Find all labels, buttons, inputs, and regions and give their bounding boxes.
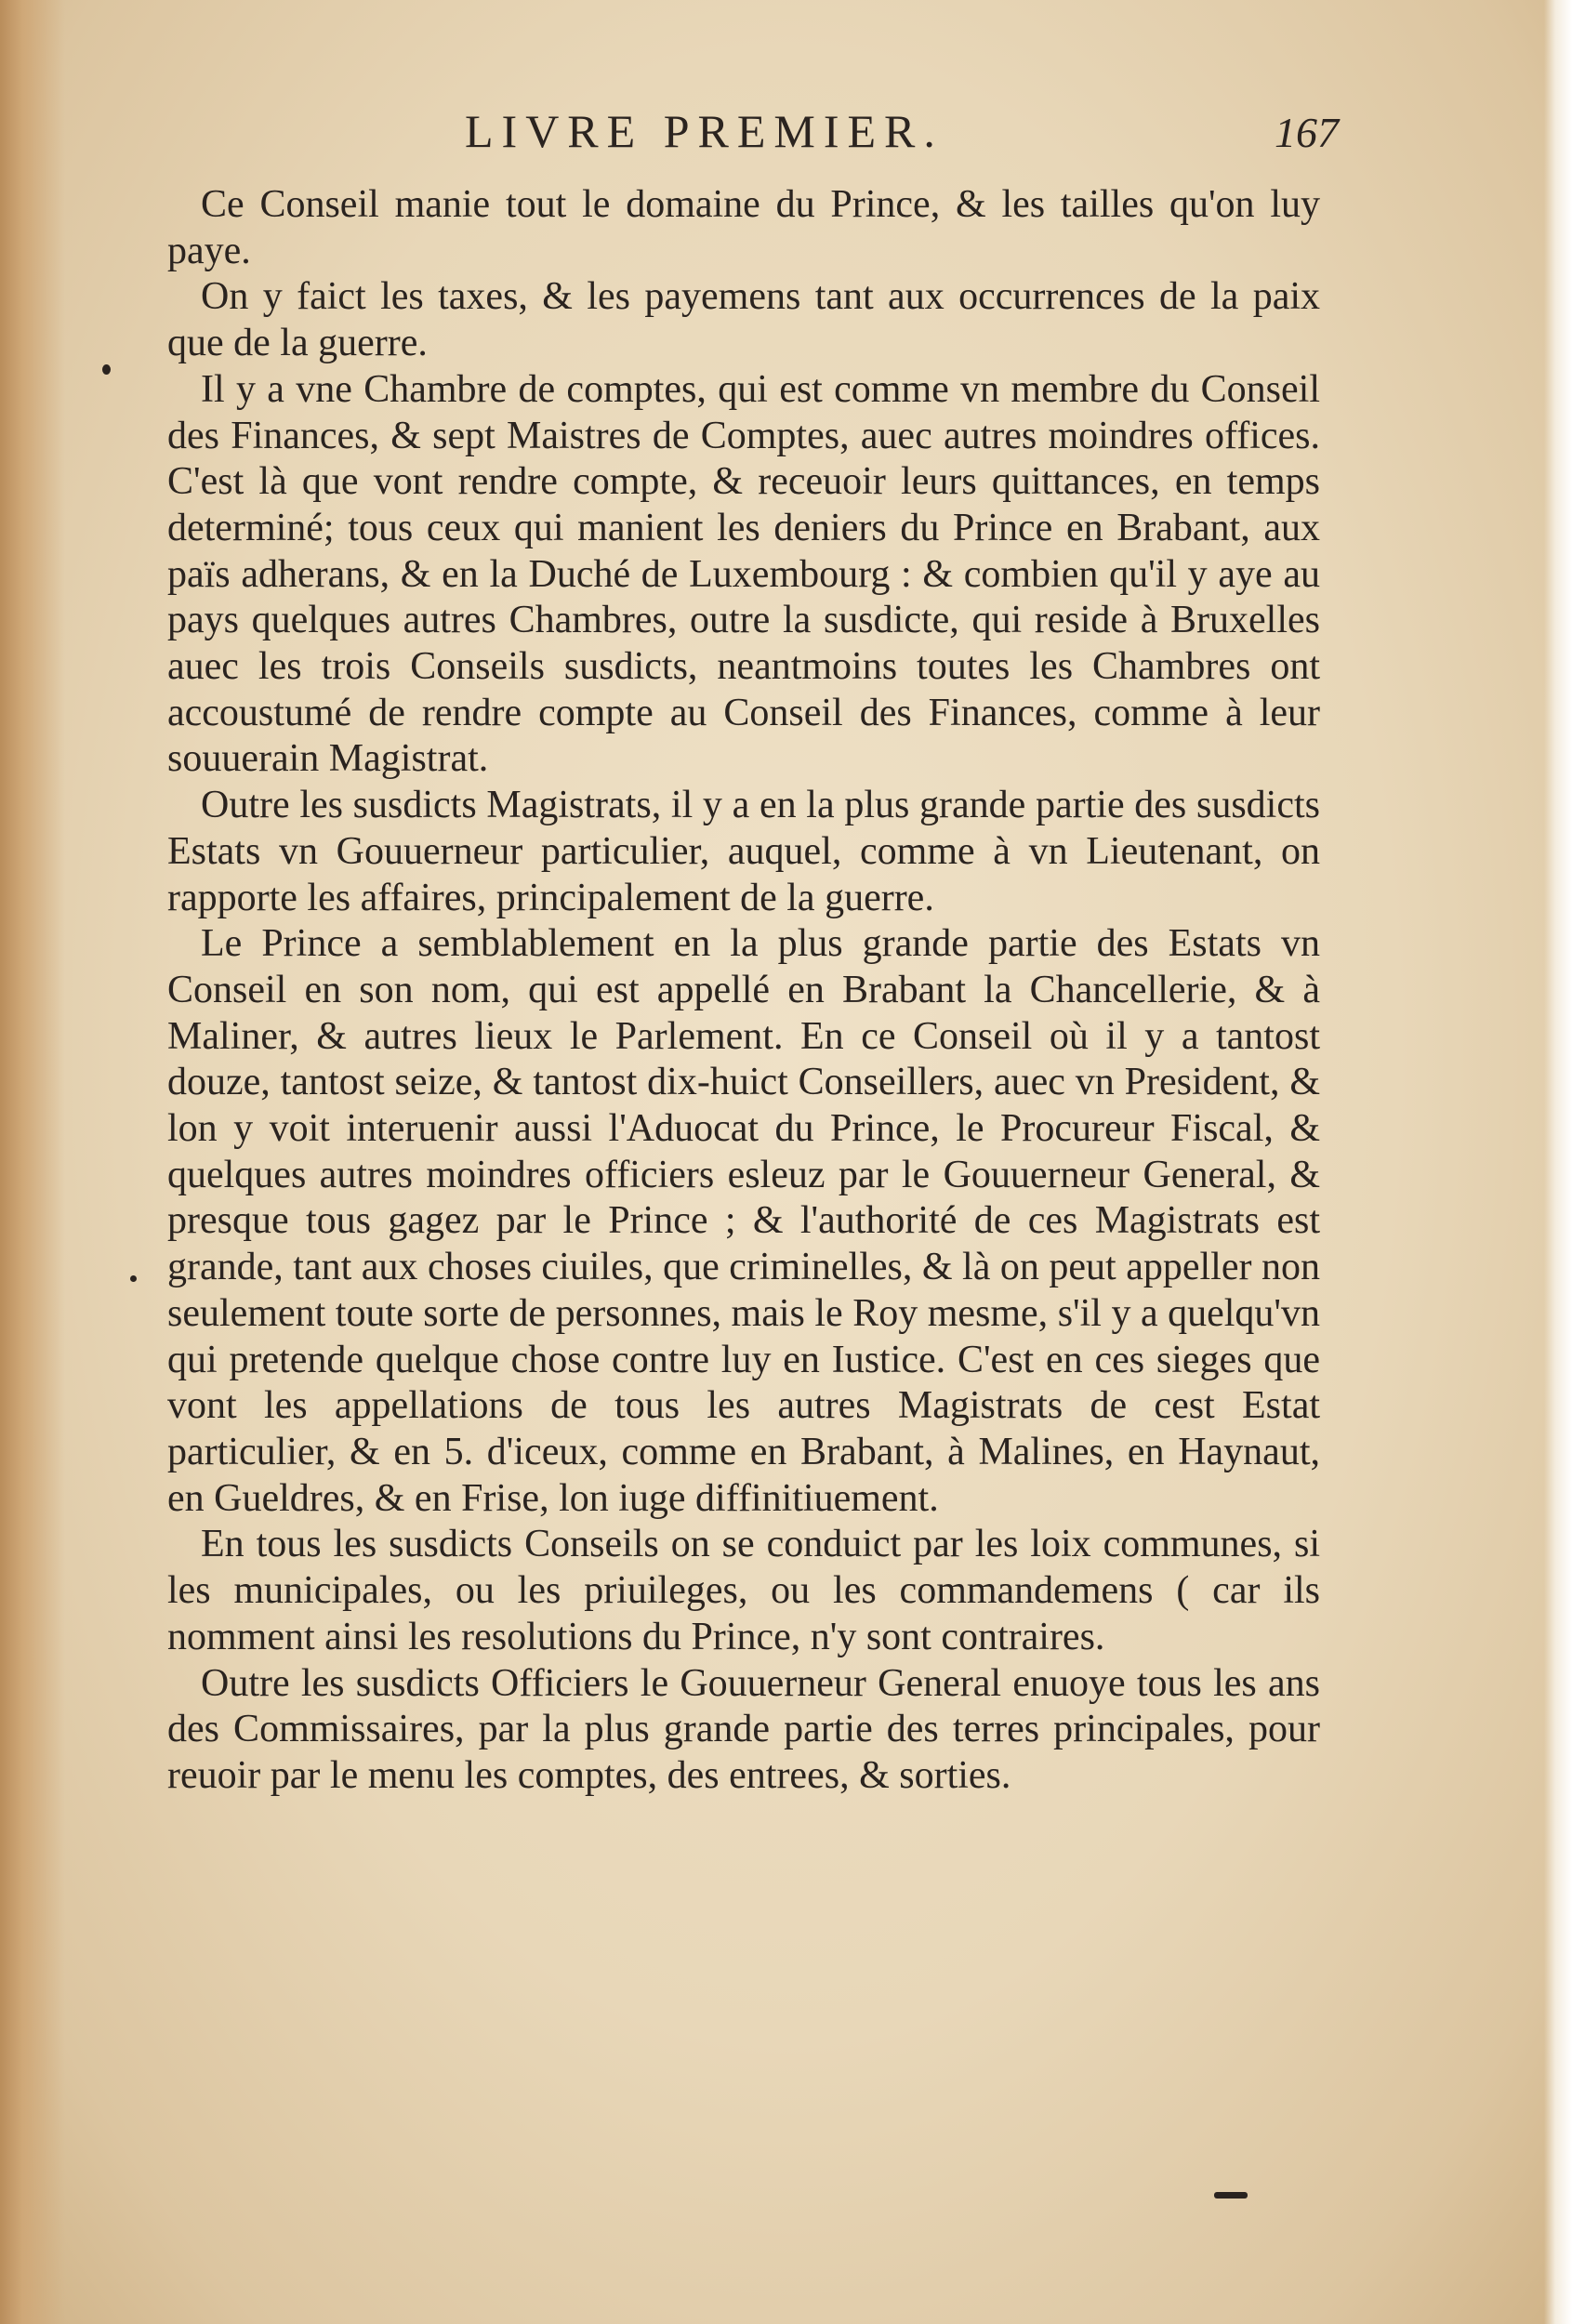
paragraph-governors: Outre les susdicts Magistrats, il y a en la plus grande partie des susdicts Estats vn Gouuerneur particulier, auquel, comme à vn Lieutenant, on rapporte les affaires, principalement de la guerre. <box>167 784 1320 919</box>
paragraph-council-domain: Ce Conseil manie tout le domaine du Prince, & les tailles qu'on luy paye. <box>167 183 1320 272</box>
paragraph-taxes: On y faict les taxes, & les payemens tant aux occurrences de la paix que de la guerre. <box>167 275 1320 365</box>
running-title: LIVRE PREMIER. <box>465 105 944 157</box>
page-number: 167 <box>1275 109 1339 156</box>
ink-speck <box>102 364 111 375</box>
ink-speck <box>130 1275 137 1282</box>
print-mark <box>1214 2192 1248 2199</box>
page-header <box>167 104 1339 169</box>
body-text <box>167 182 1320 1800</box>
paragraph-chamber-of-accounts: Il y a vne Chambre de comptes, qui est comme vn membre du Conseil des Finances, & sept Maistres de Comptes, auec autres moindres offices. C'est là que vont rendre compte, & receuoir leurs quittances, en temps determiné; tous ceux qui manient les deniers du Prince en Brabant, aux païs adherans, & en la Duché de Luxembourg : & combien qu'il y aye au pays quelques autres Chambres, outre la susdicte, qui reside à Bruxelles auec les trois Conseils susdicts, neantmoins toutes les Chambres ont accoustumé de rendre compte au Conseil des Finances, comme à leur souuerain Magistrat. <box>167 367 1320 781</box>
paragraph-commissioners: Outre les susdicts Officiers le Gouuerneur General enuoye tous les ans des Commissaires, par la plus grande partie des terres principales, pour reuoir par le menu les comptes, des entrees, & sorties. <box>167 1661 1320 1797</box>
paragraph-laws: En tous les susdicts Conseils on se conduict par les loix communes, si les municipales, ou les priuileges, ou les commandemens ( car ils nomment ainsi les resolutions du Prince, n'y sont contraires. <box>167 1523 1320 1658</box>
paragraph-chancellery: Le Prince a semblablement en la plus grande partie des Estats vn Conseil en son nom, qui est appellé en Brabant la Chancellerie, & à Maliner, & autres lieux le Parlement. En ce Conseil où il y a tantost douze, tantost seize, & tantost dix-huict Conseillers, auec vn President, & lon y voit interuenir aussi l'Aduocat du Prince, le Procureur Fiscal, & quelques autres moindres officiers esleuz par le Gouuerneur General, & presque tous gagez par le Prince ; & l'authorité de ces Magistrats est grande, tant aux choses ciuiles, que criminelles, & là on peut appeller non seulement toute sorte de personnes, mais le Roy mesme, s'il y a quelqu'vn qui pretende quelque chose contre luy en Iustice. C'est en ces sieges que vont les appellations de tous les autres Magistrats de cest Estat particulier, & en 5. d'iceux, comme en Brabant, à Malines, en Haynaut, en Gueldres, & en Frise, lon iuge diffinitiuement. <box>167 922 1320 1520</box>
